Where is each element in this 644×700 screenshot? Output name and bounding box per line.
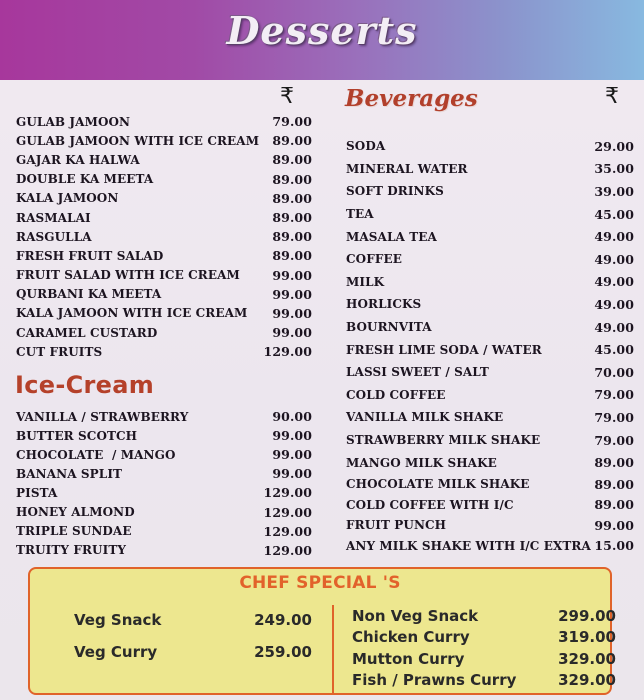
menu-item xyxy=(346,451,634,474)
item-name: FRESH LIME SODA / WATER xyxy=(346,342,542,357)
item-name: PISTA xyxy=(16,485,58,500)
ice-cream-heading: Ice-Cream xyxy=(15,371,155,399)
item-price: 70.00 xyxy=(594,364,634,380)
item-name: Veg Curry xyxy=(74,643,158,661)
item-name: GULAB JAMOON xyxy=(16,114,131,129)
item-name: ANY MILK SHAKE WITH I/C EXTRA xyxy=(346,538,591,553)
item-name: MILK xyxy=(346,274,385,289)
item-price: 299.00 xyxy=(558,606,616,625)
menu-item xyxy=(346,316,634,339)
item-name: FRUIT SALAD WITH ICE CREAM xyxy=(16,268,240,283)
item-price: 79.00 xyxy=(594,409,634,425)
item-name: HONEY ALMOND xyxy=(16,505,135,520)
item-price: 249.00 xyxy=(254,611,312,629)
menu-item xyxy=(352,670,616,692)
menu-item xyxy=(346,384,634,407)
item-name: HORLICKS xyxy=(346,297,422,312)
item-name: FRESH FRUIT SALAD xyxy=(16,248,164,263)
item-name: COLD COFFEE xyxy=(346,387,446,402)
item-price: 49.00 xyxy=(594,319,634,335)
chef-divider xyxy=(332,605,334,693)
chef-special-title: CHEF SPECIAL 'S xyxy=(239,573,401,593)
menu-item xyxy=(16,426,312,445)
item-name: LASSI SWEET / SALT xyxy=(346,365,489,380)
menu-item xyxy=(346,406,634,429)
item-name: Non Veg Snack xyxy=(352,606,479,625)
page-title: Desserts xyxy=(226,8,418,53)
item-price: 49.00 xyxy=(594,229,634,245)
chef-special-box xyxy=(28,567,616,695)
item-price: 90.00 xyxy=(272,409,312,425)
menu-item xyxy=(346,474,634,495)
item-name: COLD COFFEE WITH I/C xyxy=(346,497,514,512)
item-price: 35.00 xyxy=(594,161,634,177)
menu-item xyxy=(16,502,312,521)
menu-item xyxy=(16,227,312,246)
item-price: 89.00 xyxy=(272,210,312,226)
menu-item xyxy=(346,515,634,536)
item-name: COFFEE xyxy=(346,252,402,267)
item-price: 99.00 xyxy=(272,286,312,302)
item-name: GAJAR KA HALWA xyxy=(16,152,140,167)
item-name: MASALA TEA xyxy=(346,229,437,244)
item-name: GULAB JAMOON WITH ICE CREAM xyxy=(16,133,260,148)
item-name: FRUIT PUNCH xyxy=(346,518,447,533)
item-price: 89.00 xyxy=(594,476,634,492)
menu-item xyxy=(16,189,312,208)
item-price: 259.00 xyxy=(254,643,312,661)
item-price: 99.00 xyxy=(272,305,312,321)
item-price: 129.00 xyxy=(263,542,312,558)
item-name: BUTTER SCOTCH xyxy=(16,428,138,443)
desserts-banner xyxy=(0,0,644,80)
menu-item xyxy=(346,135,634,158)
item-price: 129.00 xyxy=(263,344,312,360)
menu-item xyxy=(352,605,616,627)
rupee-icon: ₹ xyxy=(605,84,619,109)
menu-item xyxy=(346,535,634,556)
item-price: 79.00 xyxy=(594,387,634,403)
item-name: STRAWBERRY MILK SHAKE xyxy=(346,433,541,448)
menu-item xyxy=(346,180,634,203)
desserts-list xyxy=(16,112,312,361)
menu-item xyxy=(16,522,312,541)
item-name: MANGO MILK SHAKE xyxy=(346,455,497,470)
item-name: Veg Snack xyxy=(74,611,162,629)
menu-item xyxy=(16,266,312,285)
item-price: 329.00 xyxy=(558,671,616,690)
menu-item xyxy=(346,494,634,515)
item-name: Mutton Curry xyxy=(352,649,465,668)
item-name: VANILLA / STRAWBERRY xyxy=(16,409,189,424)
menu-item xyxy=(74,636,312,668)
item-name: VANILLA MILK SHAKE xyxy=(346,410,504,425)
item-price: 99.00 xyxy=(594,517,634,533)
item-price: 99.00 xyxy=(272,466,312,482)
item-price: 15.00 xyxy=(594,538,634,554)
item-price: 99.00 xyxy=(272,325,312,341)
item-price: 129.00 xyxy=(263,504,312,520)
item-name: QURBANI KA MEETA xyxy=(16,287,162,302)
item-name: BOURNVITA xyxy=(346,320,432,335)
item-name: MINERAL WATER xyxy=(346,161,468,176)
item-price: 79.00 xyxy=(594,432,634,448)
item-price: 49.00 xyxy=(594,274,634,290)
menu-item xyxy=(16,285,312,304)
item-name: CHOCOLATE / MANGO xyxy=(16,447,176,462)
chef-veg-list xyxy=(74,604,312,668)
item-price: 329.00 xyxy=(558,649,616,668)
item-price: 319.00 xyxy=(558,628,616,647)
menu-item xyxy=(16,407,312,426)
item-price: 89.00 xyxy=(594,497,634,513)
item-name: SOFT DRINKS xyxy=(346,184,444,199)
menu-item xyxy=(346,225,634,248)
menu-item xyxy=(16,342,312,361)
beverages-list xyxy=(346,135,634,556)
item-price: 45.00 xyxy=(594,342,634,358)
menu-item xyxy=(16,541,312,560)
menu-item xyxy=(346,203,634,226)
item-price: 99.00 xyxy=(272,267,312,283)
item-price: 29.00 xyxy=(594,138,634,154)
item-price: 49.00 xyxy=(594,251,634,267)
item-name: CUT FRUITS xyxy=(16,344,103,359)
item-price: 45.00 xyxy=(594,206,634,222)
menu-item xyxy=(74,604,312,636)
menu-item xyxy=(16,170,312,189)
item-price: 129.00 xyxy=(263,523,312,539)
beverages-heading: Beverages xyxy=(345,85,478,112)
item-price: 89.00 xyxy=(272,152,312,168)
rupee-icon: ₹ xyxy=(280,84,294,109)
menu-item xyxy=(16,464,312,483)
item-name: KALA JAMOON WITH ICE CREAM xyxy=(16,306,248,321)
menu-item xyxy=(16,483,312,502)
item-name: CHOCOLATE MILK SHAKE xyxy=(346,477,530,492)
item-price: 99.00 xyxy=(272,447,312,463)
menu-item xyxy=(346,271,634,294)
item-price: 129.00 xyxy=(263,485,312,501)
menu-item xyxy=(346,248,634,271)
item-name: TRIPLE SUNDAE xyxy=(16,524,132,539)
item-name: SODA xyxy=(346,139,386,154)
item-name: KALA JAMOON xyxy=(16,191,119,206)
menu-item xyxy=(16,445,312,464)
ice-cream-list xyxy=(16,407,312,560)
item-name: Fish / Prawns Curry xyxy=(352,671,517,690)
menu-item xyxy=(346,293,634,316)
item-name: TRUITY FRUITY xyxy=(16,543,127,558)
item-price: 79.00 xyxy=(272,114,312,130)
item-price: 99.00 xyxy=(272,428,312,444)
menu-item xyxy=(346,158,634,181)
menu-item xyxy=(346,338,634,361)
menu-item xyxy=(352,627,616,649)
menu-item xyxy=(16,323,312,342)
menu-item xyxy=(16,246,312,265)
item-price: 89.00 xyxy=(272,229,312,245)
menu-item xyxy=(346,429,634,452)
item-price: 39.00 xyxy=(594,183,634,199)
item-price: 89.00 xyxy=(594,455,634,471)
chef-nonveg-list xyxy=(352,605,616,691)
item-price: 89.00 xyxy=(272,171,312,187)
menu-item xyxy=(16,208,312,227)
menu-item xyxy=(16,150,312,169)
item-name: DOUBLE KA MEETA xyxy=(16,172,154,187)
item-name: Chicken Curry xyxy=(352,628,470,647)
item-name: CARAMEL CUSTARD xyxy=(16,325,158,340)
item-name: RASGULLA xyxy=(16,229,92,244)
menu-item xyxy=(16,112,312,131)
menu-item xyxy=(346,361,634,384)
menu-item xyxy=(16,131,312,150)
item-name: TEA xyxy=(346,207,374,222)
item-price: 89.00 xyxy=(272,248,312,264)
item-price: 89.00 xyxy=(272,190,312,206)
menu-item xyxy=(352,648,616,670)
item-name: BANANA SPLIT xyxy=(16,466,123,481)
item-price: 49.00 xyxy=(594,296,634,312)
menu-item xyxy=(16,304,312,323)
item-price: 89.00 xyxy=(272,133,312,149)
item-name: RASMALAI xyxy=(16,210,91,225)
